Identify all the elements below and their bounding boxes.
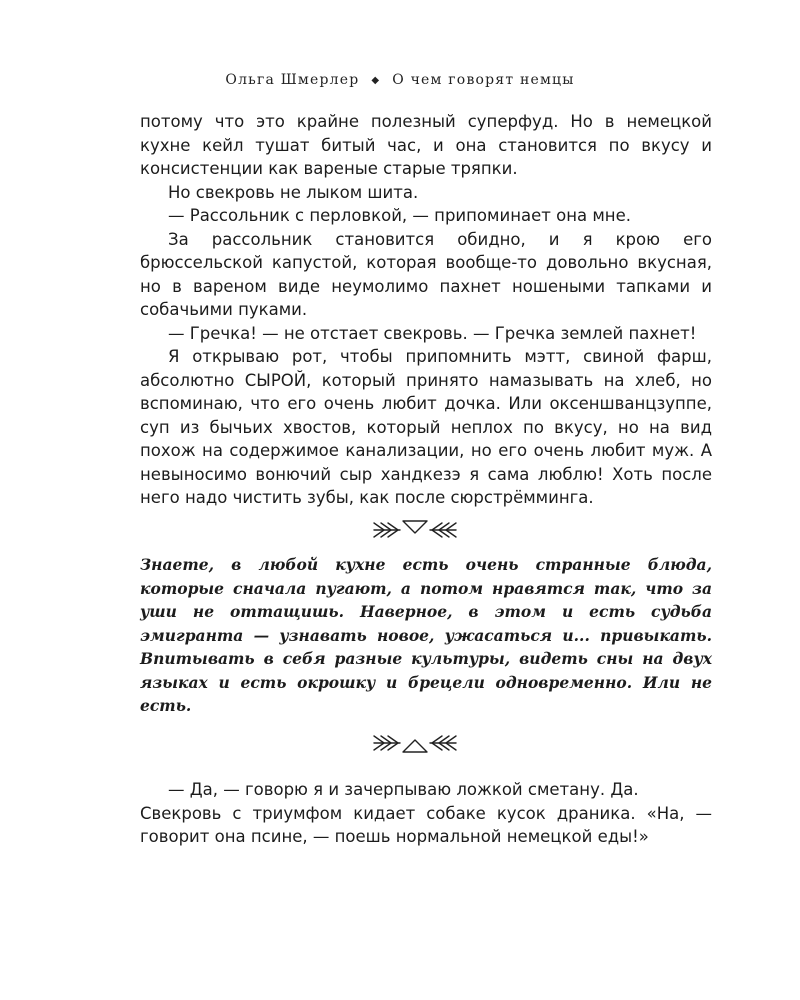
paragraph: — Рассольник с перловкой, — припоминает она мне. — [168, 206, 631, 225]
paragraph: Свекровь с триумфом кидает собаке кусок драника. «На, — говорит она псине, — поешь нормальной немецкой еды!» — [140, 803, 712, 846]
ornament-bottom-icon — [370, 728, 460, 758]
italic-paragraph: Знаете, в любой кухне есть очень странные блюда, которые сначала пугают, а потом нравятся так, что за уши не оттащишь. Наверное, в этом и есть судьба эмигранта — узнавать новое, ужасаться и... привыкать. Впитывать в себя разные культуры, видеть сны на двух языках и есть окрошку и брецели одновременно. Или не есть. — [140, 555, 712, 715]
ornament-top-icon — [370, 515, 460, 545]
book-title: О чем говорят немцы — [392, 72, 575, 88]
running-head — [0, 72, 800, 88]
paragraph: — Гречка! — не отстает свекровь. — Гречка землей пахнет! — [168, 323, 697, 343]
author-name: Ольга Шмерлер — [225, 72, 360, 88]
paragraph: потому что это крайне полезный суперфуд. Но в немецкой кухне кейл тушат битый час, и она становится по вкусу и консистенции как вареные старые тряпки. — [140, 112, 712, 178]
closing-text — [140, 778, 712, 849]
main-text — [140, 110, 712, 510]
paragraph: За рассольник становится обидно, и я крою его брюссельской капустой, которая вообще-то довольно вкусная, но в вареном виде неумолимо пахнет ношеными тапками и собачьими пуками. — [140, 229, 712, 319]
paragraph: — Да, — говорю я и зачерпываю ложкой сметану. Да. — [168, 780, 639, 799]
paragraph: Я открываю рот, чтобы припомнить мэтт, свиной фарш, абсолютно СЫРОЙ, который принято намазывать на хлеб, но вспоминаю, что его очень любит дочка. Или оксеншванцзуппе, суп из бычьих хвостов, который неплох по вкусу, но на вид похож на содержимое канализации, но его очень любит муж. А невыносимо вонючий сыр хандкезэ я сама люблю! Хоть после него надо чистить зубы, как после сюрстрёмминга. — [140, 347, 712, 507]
diamond-separator-icon: ◆ — [371, 75, 381, 86]
italic-aside — [140, 553, 712, 718]
paragraph: Но свекровь не лыком шита. — [168, 182, 419, 202]
